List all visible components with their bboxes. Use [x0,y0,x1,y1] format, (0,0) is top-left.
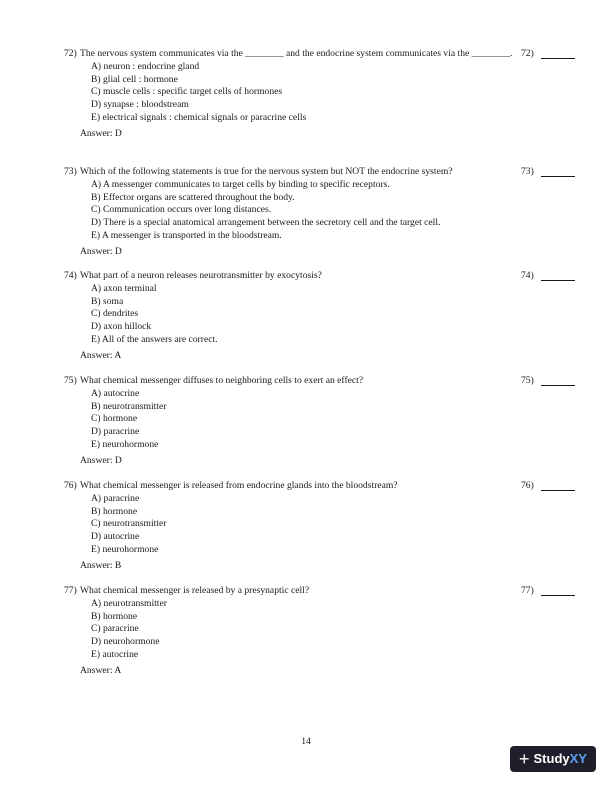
option-a: A) neurotransmitter [91,597,167,609]
answer-line: Answer: A [80,349,122,361]
question-76 [64,480,584,573]
answer-blank-line [541,595,575,596]
question-stem [64,48,516,61]
option-c: C) muscle cells : specific target cells of hormones [91,86,283,98]
option-c: C) dendrites [91,308,139,320]
watermark-text-main: Study [533,750,570,766]
option-c: C) hormone [91,413,138,425]
option-a: A) A messenger communicates to target cells by binding to specific receptors. [91,178,390,190]
answer-blank-line [541,176,575,177]
question-stem [64,480,516,493]
question-number: 76) [64,480,77,491]
option-e: E) autocrine [91,648,139,660]
options-list [64,598,584,662]
option-b: B) hormone [91,610,138,622]
option-c: C) paracrine [91,623,139,635]
option-b: B) glial cell : hormone [91,73,178,85]
options-list [64,388,584,452]
question-stem [64,375,516,388]
side-number: 72) [521,48,534,59]
option-a: A) neuron : endocrine gland [91,60,200,72]
option-a: A) autocrine [91,387,140,399]
option-e: E) All of the answers are correct. [91,333,218,345]
option-b: B) neurotransmitter [91,400,167,412]
page-number: 14 [301,736,311,747]
answer-line: Answer: D [80,454,122,466]
question-text: What part of a neuron releases neurotransmitter by exocytosis? [80,270,322,281]
options-list [64,493,584,557]
question-number: 75) [64,375,77,386]
plus-icon: + [519,749,530,769]
question-number: 74) [64,270,77,281]
answer-line: Answer: D [80,245,122,257]
option-d: D) axon hillock [91,321,152,333]
question-75 [64,375,584,468]
option-c: C) Communication occurs over long distances. [91,204,272,216]
option-b: B) soma [91,295,124,307]
answer-blank-line [541,280,575,281]
question-77 [64,585,584,678]
option-d: D) paracrine [91,426,140,438]
answer-line: Answer: A [80,664,122,676]
question-text: The nervous system communicates via the ________ and the endocrine system communicates via the ________. [80,48,513,59]
question-73 [64,166,584,259]
answer-blank-line [541,490,575,491]
question-stem [64,270,516,283]
option-e: E) electrical signals : chemical signals or paracrine cells [91,111,307,123]
question-stem [64,166,520,179]
side-number: 75) [521,375,534,386]
answer-blank-line [541,58,575,59]
side-number: 73) [521,166,534,177]
options-list [64,61,584,125]
option-e: E) neurohormone [91,543,159,555]
option-d: D) neurohormone [91,636,160,648]
options-list [64,283,584,347]
question-number: 72) [64,48,77,59]
question-text: What chemical messenger is released by a presynaptic cell? [80,585,310,596]
answer-blank-line [541,385,575,386]
option-b: B) Effector organs are scattered throughout the body. [91,191,295,203]
option-d: D) There is a special anatomical arrangement between the secretory cell and the target cell. [91,217,441,229]
watermark-text-accent: XY [569,750,587,766]
answer-line: Answer: D [80,127,122,139]
answer-line: Answer: B [80,559,122,571]
option-b: B) hormone [91,505,138,517]
question-stem [64,585,516,598]
question-74 [64,270,584,363]
option-c: C) neurotransmitter [91,518,167,530]
question-text: What chemical messenger diffuses to neighboring cells to exert an effect? [80,375,364,386]
question-text: What chemical messenger is released from endocrine glands into the bloodstream? [80,480,398,491]
studyxy-watermark [510,746,596,772]
question-72 [64,48,584,141]
options-list [64,179,584,243]
option-a: A) axon terminal [91,282,157,294]
option-e: E) neurohormone [91,438,159,450]
question-text: Which of the following statements is true for the nervous system but NOT the endocrine system? [80,166,453,177]
option-d: D) synapse : bloodstream [91,99,189,111]
side-number: 76) [521,480,534,491]
option-a: A) paracrine [91,492,140,504]
question-number: 73) [64,166,77,177]
side-number: 77) [521,585,534,596]
option-e: E) A messenger is transported in the bloodstream. [91,229,282,241]
option-d: D) autocrine [91,531,140,543]
side-number: 74) [521,270,534,281]
question-number: 77) [64,585,77,596]
